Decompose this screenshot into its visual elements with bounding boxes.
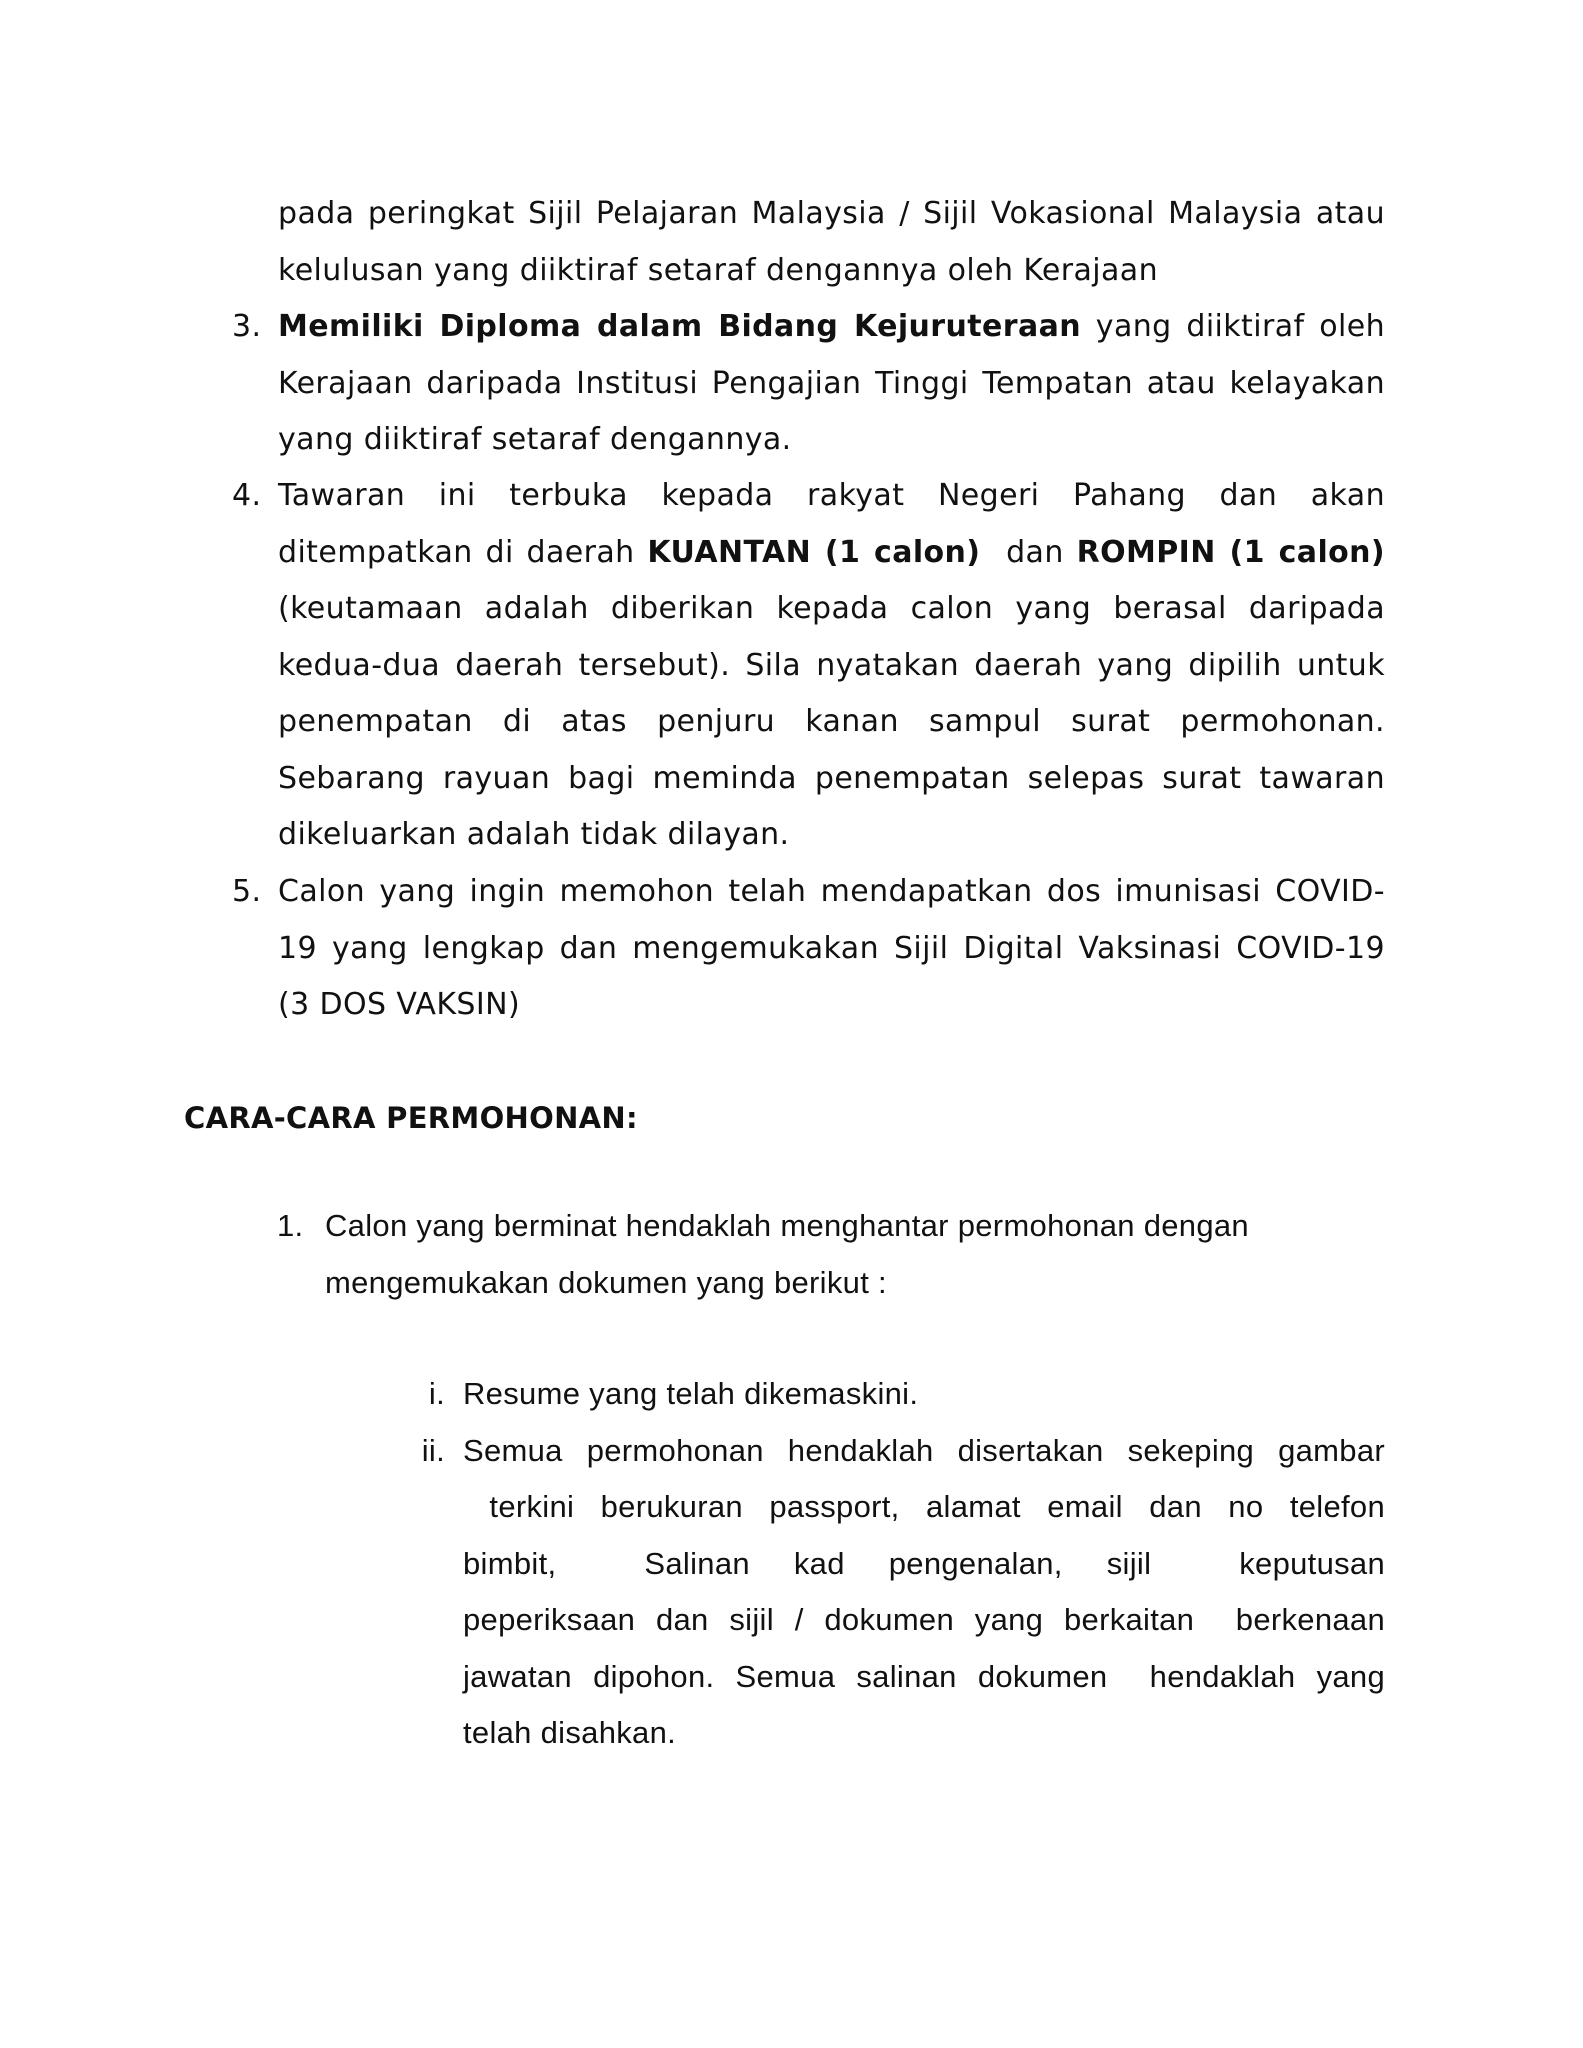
how-to-apply-item-1-number: 1. [277, 1208, 304, 1243]
requirement-4-number: 4. [232, 478, 262, 513]
checklist-item-ii-line-1: Semua permohonan hendaklah disertakan sekeping gambar [463, 1432, 1385, 1468]
intro-line-2: kelulusan yang diiktiraf setaraf dengannya oleh Kerajaan [278, 252, 1159, 288]
requirement-4 [232, 468, 1386, 864]
intro-line-1: pada peringkat Sijil Pelajaran Malaysia / Sijil Vokasional Malaysia atau [278, 196, 1385, 231]
checklist-item-ii-line-5: jawatan dipohon. Semua salinan dokumen hendaklah yang [463, 1658, 1385, 1694]
checklist-item-i [428, 1366, 1385, 1423]
requirement-4-line-3: (keutamaan adalah diberikan kepada calon yang berasal daripada [278, 591, 1385, 626]
requirement-4-line-2-mid: dan [980, 534, 1077, 570]
requirement-4-line-2 [278, 525, 1385, 582]
requirement-4-line-7: dikeluarkan adalah tidak dilayan. [278, 817, 790, 852]
how-to-apply-item-1-line-1: Calon yang berminat hendaklah menghantar permohonan dengan [325, 1208, 1249, 1243]
requirement-5-line-3: (3 DOS VAKSIN) [278, 987, 521, 1022]
requirement-4-line-1: Tawaran ini terbuka kepada rakyat Negeri Pahang dan akan [278, 478, 1385, 513]
checklist-item-i-line-1: Resume yang telah dikemaskini. [463, 1376, 919, 1411]
requirement-5-line-2: 19 yang lengkap dan mengemukakan Sijil Digital Vaksinasi COVID-19 [278, 930, 1385, 966]
checklist-item-ii-number: ii. [421, 1432, 445, 1468]
requirement-3-line-2: Kerajaan daripada Institusi Pengajian Tinggi Tempatan atau kelayakan [278, 365, 1385, 401]
district-rompin: ROMPIN (1 calon) [1076, 534, 1386, 570]
district-kuantan: KUANTAN (1 calon) [647, 534, 981, 570]
section-heading-how-to-apply: CARA-CARA PERMOHONAN: [184, 1101, 638, 1135]
checklist-item-ii-line-2: terkini berukuran passport, alamat email dan no telefon [463, 1489, 1385, 1524]
requirement-4-line-6: Sebarang rayuan bagi meminda penempatan selepas surat tawaran [278, 760, 1385, 796]
requirement-3-bold-lead: Memiliki Diploma dalam Bidang Kejuruteraan [278, 309, 1081, 344]
requirement-5-number: 5. [232, 874, 262, 909]
how-to-apply-item-1-line-2: mengemukakan dokumen yang berikut : [325, 1264, 887, 1300]
requirement-5 [232, 864, 1385, 1034]
requirement-4-line-5: penempatan di atas penjuru kanan sampul surat permohonan. [278, 704, 1385, 739]
requirement-3-number: 3. [232, 309, 262, 344]
intro-continuation [278, 186, 1385, 299]
requirement-3-line-3: yang diiktiraf setaraf dengannya. [278, 422, 792, 457]
requirement-4-line-4: kedua-dua daerah tersebut). Sila nyatakan daerah yang dipilih untuk [278, 647, 1385, 683]
checklist-item-ii-line-3: bimbit, Salinan kad pengenalan, sijil keputusan [463, 1545, 1385, 1581]
requirement-5-line-1: Calon yang ingin memohon telah mendapatkan dos imunisasi COVID- [278, 874, 1385, 909]
requirement-3-line-1-rest: yang diiktiraf oleh [1081, 309, 1385, 344]
checklist-item-ii-line-6: telah disahkan. [463, 1715, 677, 1750]
how-to-apply-item-1 [277, 1198, 1365, 1311]
requirement-3-line-1 [278, 299, 1385, 356]
requirement-4-line-2-pre: ditempatkan di daerah [278, 534, 648, 570]
checklist-item-ii [421, 1423, 1385, 1762]
document-checklist [421, 1366, 1385, 1762]
checklist-item-i-number: i. [428, 1376, 445, 1411]
checklist-item-ii-line-4: peperiksaan dan sijil / dokumen yang berkaitan berkenaan [463, 1602, 1385, 1637]
requirement-3 [232, 299, 1385, 469]
